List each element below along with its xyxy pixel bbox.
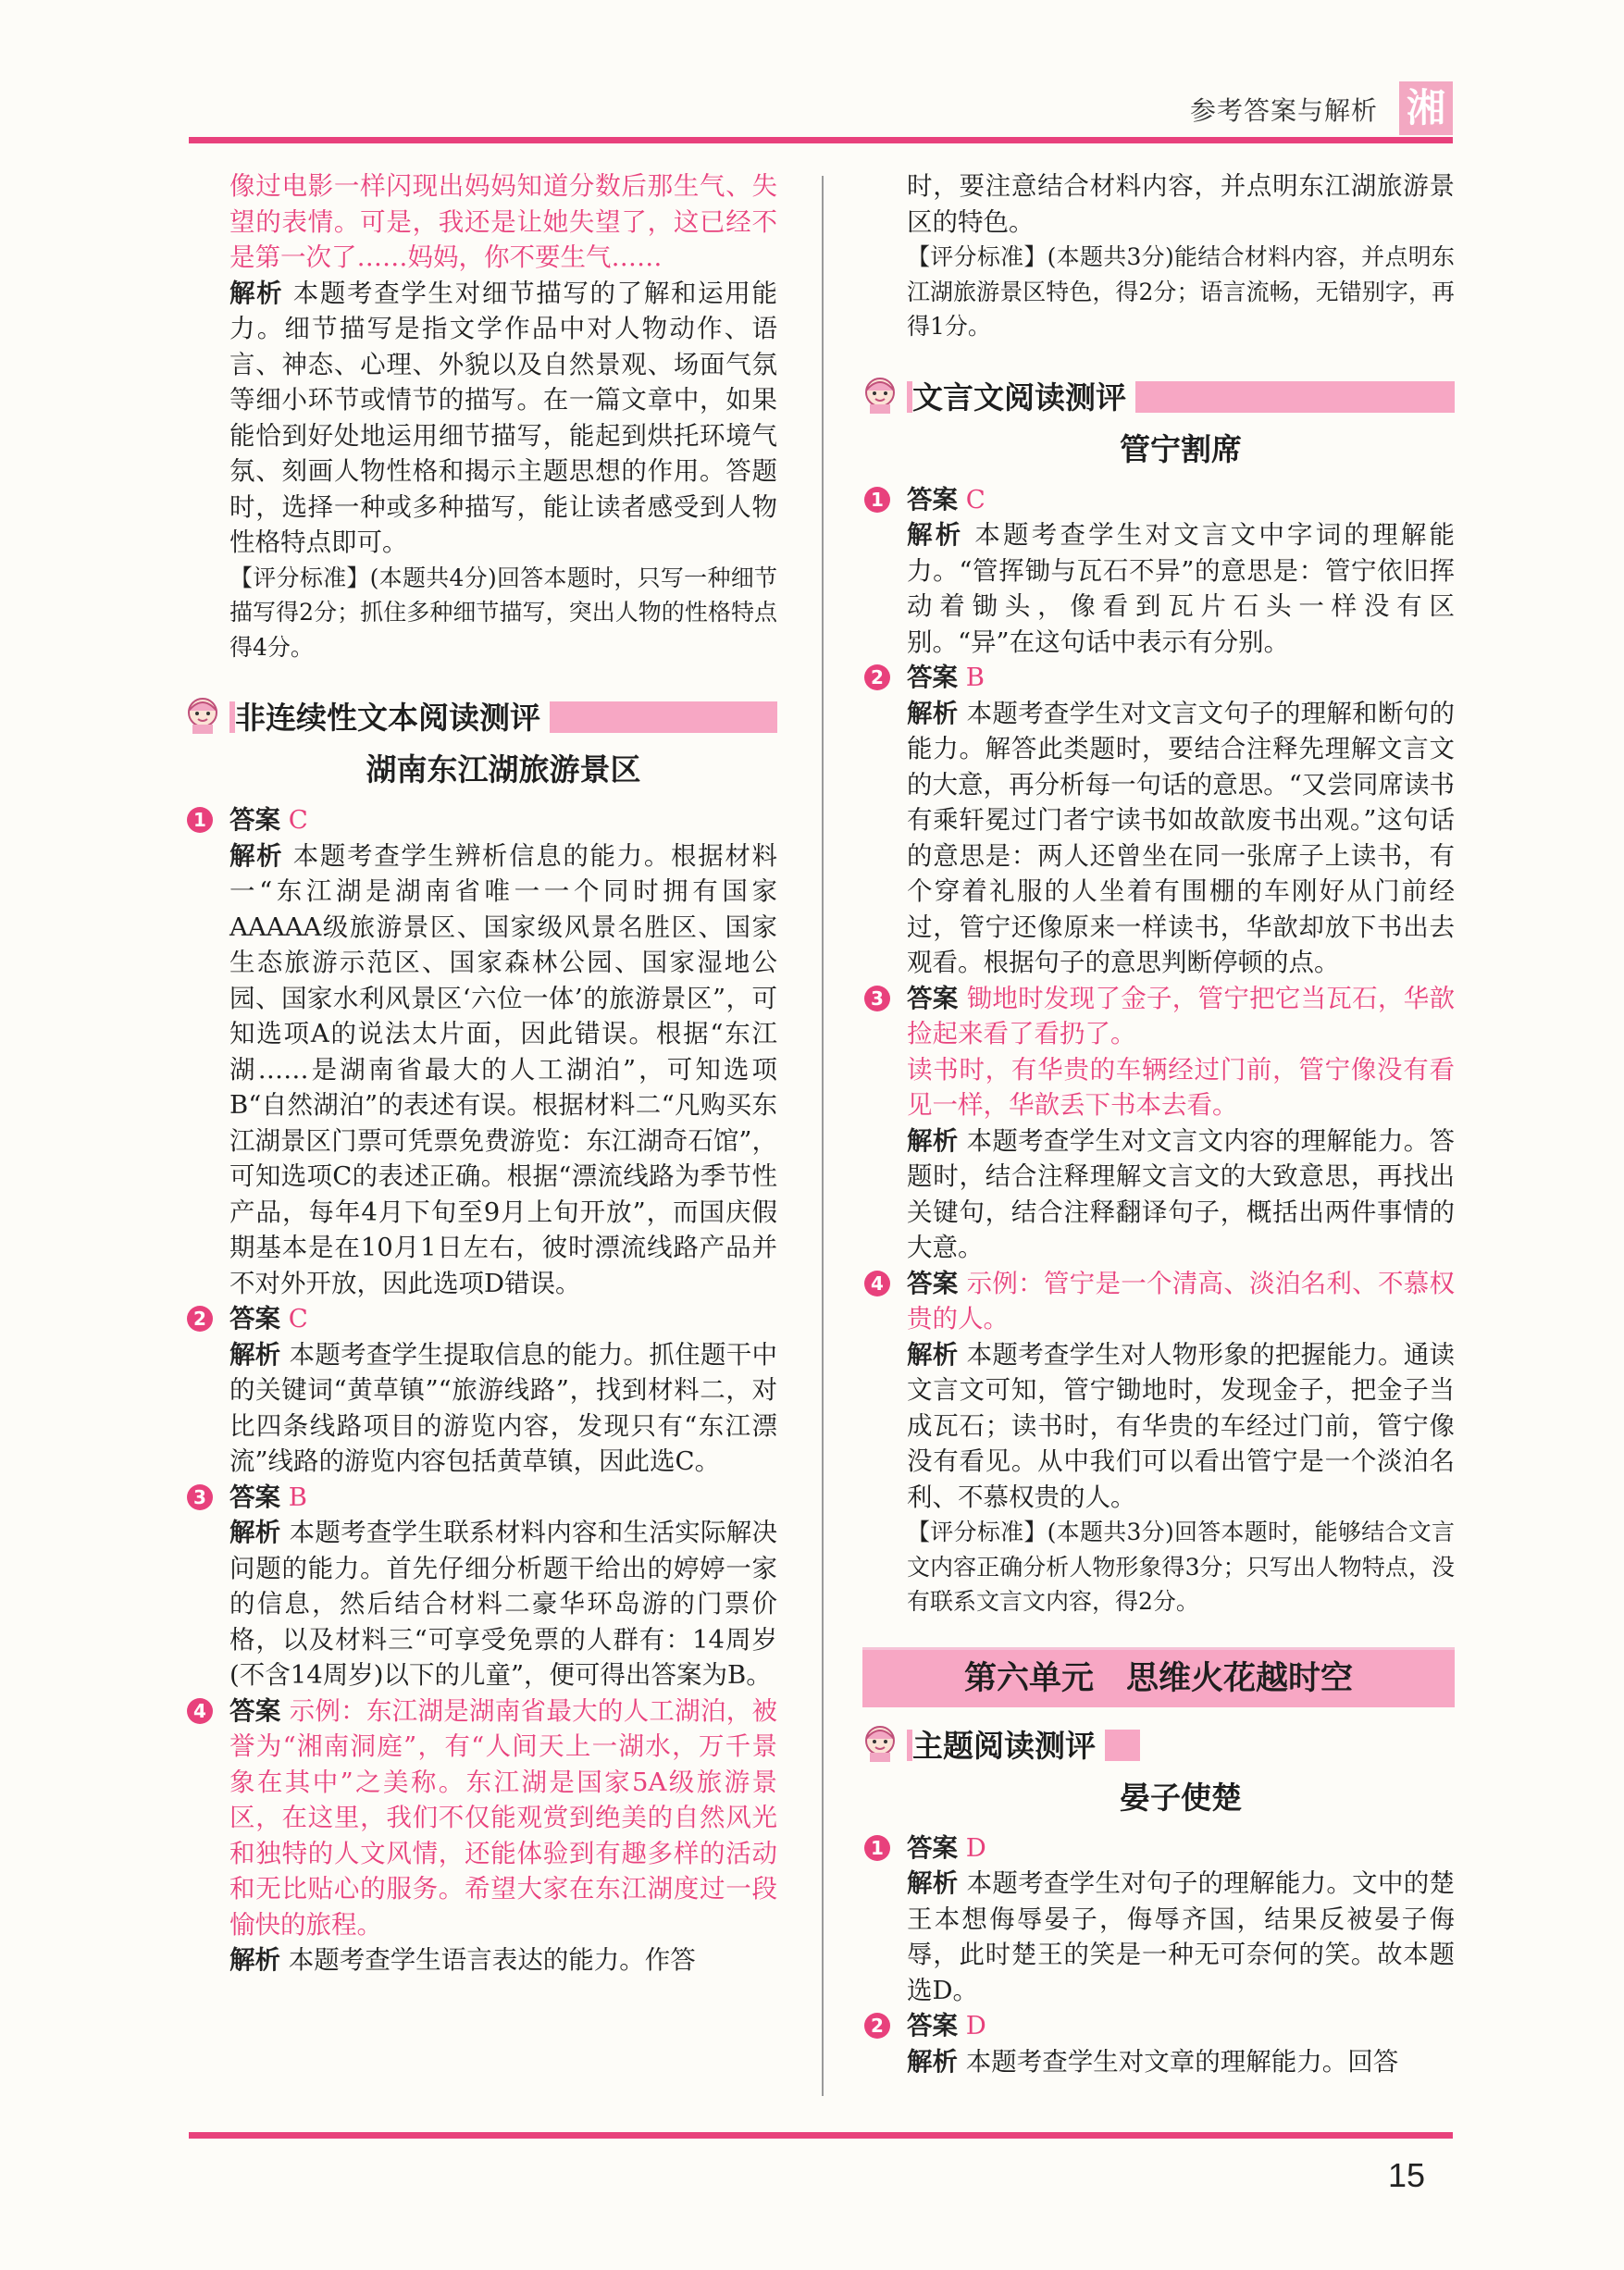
question-4: 4 答案 示例：东江湖是湖南省最大的人工湖泊，被誉为“湘南洞庭”，有“人间天上一湖水，万千景象在其中”之美称。东江湖是国家5A级旅游景区，在这里，我们不仅能观赏到绝美的自然风光和独特的人文风情，还能体验到有趣多样的活动和无比贴心的服务。希望大家在东江湖度过一段愉快的旅程。 解析 本题考查学生语言表达的能力。作答 — [229, 1693, 777, 1978]
bottom-rule — [189, 2132, 1453, 2139]
question-2: 2 答案 D 解析 本题考查学生对文章的理解能力。回答 — [907, 2008, 1455, 2079]
question-number: 2 — [864, 664, 890, 690]
section-header — [907, 1720, 1455, 1768]
column-divider — [822, 176, 824, 2096]
continued-text: 时，要注意结合材料内容，并点明东江湖旅游景区的特色。 — [907, 171, 1455, 237]
question-number: 1 — [864, 1835, 890, 1861]
question-number: 2 — [864, 2013, 890, 2039]
section-header — [229, 692, 777, 740]
header-badge: 湘 — [1399, 81, 1453, 135]
question-number: 1 — [864, 487, 890, 513]
rubric: 【评分标准】(本题共3分)能结合材料内容，并点明东江湖旅游景区特色，得2分；语言流畅，无错别字，再得1分。 — [907, 243, 1455, 340]
question-3: 3 答案 锄地时发现了金子，管宁把它当瓦石，华歆捡起来看了看扔了。 读书时，有华贵的车辆经过门前，管宁像没有看见一样，华歆丢下书本去看。 解析 本题考查学生对文言文内容的理解能力。答题时，结合注释理解文言文的大致意思，再找出关键句，结合注释翻译句子，概括出两件事情的大意。 — [907, 981, 1455, 1266]
section-title: 湖南东江湖旅游景区 — [366, 751, 641, 788]
lead-rubric: 【评分标准】(本题共4分)回答本题时，只写一种细节描写得2分；抓住多种细节描写，突出人物的性格特点得4分。 — [229, 564, 777, 661]
section-title: 晏子使楚 — [1120, 1779, 1242, 1816]
question-number: 4 — [187, 1698, 213, 1724]
question-number: 4 — [864, 1271, 890, 1296]
lead-answer-text: 像过电影一样闪现出妈妈知道分数后那生气、失望的表情。可是，我还是让她失望了，这已经不是第一次了……妈妈，你不要生气…… — [229, 171, 777, 272]
question-2: 2 答案 C 解析 本题考查学生提取信息的能力。抓住题干中的关键词“黄草镇”“旅游线路”，找到材料二，对比四条线路项目的游览内容，发现只有“东江漂流”线路的游览内容包括黄草镇，因此选C。 — [229, 1301, 777, 1480]
right-column — [871, 168, 1456, 2079]
unit-banner: 第六单元 思维火花越时空 — [862, 1647, 1455, 1707]
question-number: 3 — [864, 986, 890, 1011]
question-3: 3 答案 B 解析 本题考查学生联系材料内容和生活实际解决问题的能力。首先仔细分析题干给出的婷婷一家的信息，然后结合材料二豪华环岛游的门票价格，以及材料三“可享受免票的人群有：14周岁(不含14周岁)以下的儿童”，便可得出答案为B。 — [229, 1480, 777, 1693]
section-name: 文言文阅读测评 — [912, 374, 1135, 417]
reader-face-icon — [861, 1724, 899, 1763]
question-number: 1 — [187, 807, 213, 833]
section-title: 管宁割席 — [1120, 430, 1242, 467]
top-rule — [189, 137, 1453, 143]
lead-analysis: 解析 本题考查学生对细节描写的了解和运用能力。细节描写是指文学作品中对人物动作、语言、神态、心理、外貌以及自然景观、场面气氛等细小环节或情节的描写。在一篇文章中，如果能恰到好处地运用细节描写，能起到烘托环境气氛、刻画人物性格和揭示主题思想的作用。答题时，选择一种或多种描写，能让读者感受到人物性格特点即可。 — [229, 278, 777, 557]
section-name: 非连续性文本阅读测评 — [235, 694, 550, 738]
section-name: 主题阅读测评 — [912, 1722, 1105, 1766]
section-header — [907, 372, 1455, 420]
question-1: 1 答案 C 解析 本题考查学生辨析信息的能力。根据材料一“东江湖是湖南省唯一一个同时拥有国家AAAAA级旅游景区、国家级风景名胜区、国家生态旅游示范区、国家森林公园、国家湿地公园、国家水利风景区‘六位一体’的旅游景区”，可知选项A的说法太片面，因此错误。根据“东江湖……是湖南省最大的人工湖泊”，可知选项B“自然湖泊”的表述有误。根据材料二“凡购买东江湖景区门票可凭票免费游览：东江湖奇石馆”，可知选项C的表述正确。根据“漂流线路为季节性产品，每年4月下旬至9月上旬开放”，而国庆假期基本是在10月1日左右，彼时漂流线路产品并不对外开放，因此选项D错误。 — [229, 802, 777, 1301]
question-number: 2 — [187, 1306, 213, 1332]
page-number: 15 — [1388, 2156, 1426, 2194]
question-number: 3 — [187, 1484, 213, 1510]
reader-face-icon — [183, 696, 222, 735]
reader-face-icon — [861, 376, 899, 415]
question-1: 1 答案 D 解析 本题考查学生对句子的理解能力。文中的楚王本想侮辱晏子，侮辱齐国，结果反被晏子侮辱，此时楚王的笑是一种无可奈何的笑。故本题选D。 — [907, 1830, 1455, 2009]
question-2: 2 答案 B 解析 本题考查学生对文言文句子的理解和断句的能力。解答此类题时，要结合注释先理解文言文的大意，再分析每一句话的意思。“又尝同席读书有乘轩冕过门者宁读书如故歆废书出观。”这句话的意思是：两人还曾坐在同一张席子上读书，有个穿着礼服的人坐着有围棚的车刚好从门前经过，管宁还像原来一样读书，华歆却放下书出去观看。根据句子的意思判断停顿的点。 — [907, 660, 1455, 981]
header-title: 参考答案与解析 — [1190, 95, 1379, 126]
left-column — [193, 168, 778, 1978]
question-4: 4 答案 示例：管宁是一个清高、淡泊名利、不慕权贵的人。 解析 本题考查学生对人物形象的把握能力。通读文言文可知，管宁锄地时，发现金子，把金子当成瓦石；读书时，有华贵的车经过门前，管宁像没有看见。从中我们可以看出管宁是一个淡泊名利、不慕权贵的人。 【评分标准】(本题共3分)回答本题时，能够结合文言文内容正确分析人物形象得3分；只写出人物特点，没有联系文言文内容，得2分。 — [907, 1266, 1455, 1619]
question-1: 1 答案 C 解析 本题考查学生对文言文中字词的理解能力。“管挥锄与瓦石不异”的意思是：管宁依旧挥动着锄头，像看到瓦片石头一样没有区别。“异”在这句话中表示有分别。 — [907, 482, 1455, 661]
